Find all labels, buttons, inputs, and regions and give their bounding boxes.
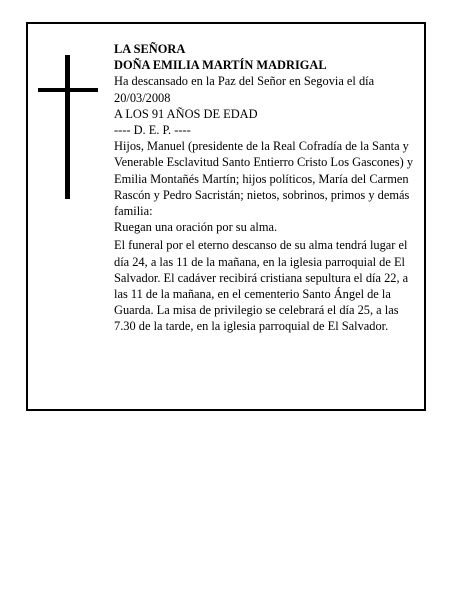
cross-icon bbox=[38, 55, 98, 199]
family-list: Hijos, Manuel (presidente de la Real Cofradía de la Santa y Venerable Esclavitud Santo Entierro Cristo Los Gascones) y Emilia Montañés Martín; hijos políticos, María del Carmen Rascón y Pedro Sacristán; nietos, sobrinos, primos y demás familia: bbox=[114, 139, 414, 219]
obituary-notice bbox=[26, 22, 426, 411]
cross-vertical-bar bbox=[65, 55, 70, 199]
rip-line: ---- D. E. P. ---- bbox=[114, 123, 191, 138]
age-line: A LOS 91 AÑOS DE EDAD bbox=[114, 106, 258, 121]
prayer-request: Ruegan una oración por su alma. bbox=[114, 220, 278, 235]
notice-title: LA SEÑORA bbox=[114, 42, 186, 56]
funeral-details: El funeral por el eterno descanso de su alma tendrá lugar el día 24, a las 11 de la mañana, en la iglesia parroquial de El Salvador. El cadáver recibirá cristiana sepultura el día 22, a las 11 de la mañana, en el cementerio Santo Ángel de la Guarda. La misa de privilegio se celebrará el día 25, a las 7.30 de la tarde, en la iglesia parroquial de El Salvador. bbox=[114, 238, 409, 334]
cross-horizontal-bar bbox=[38, 88, 98, 92]
deceased-name: DOÑA EMILIA MARTÍN MADRIGAL bbox=[114, 58, 327, 73]
death-line: Ha descansado en la Paz del Señor en Segovia el día 20/03/2008 bbox=[114, 74, 375, 105]
notice-text bbox=[114, 41, 419, 335]
